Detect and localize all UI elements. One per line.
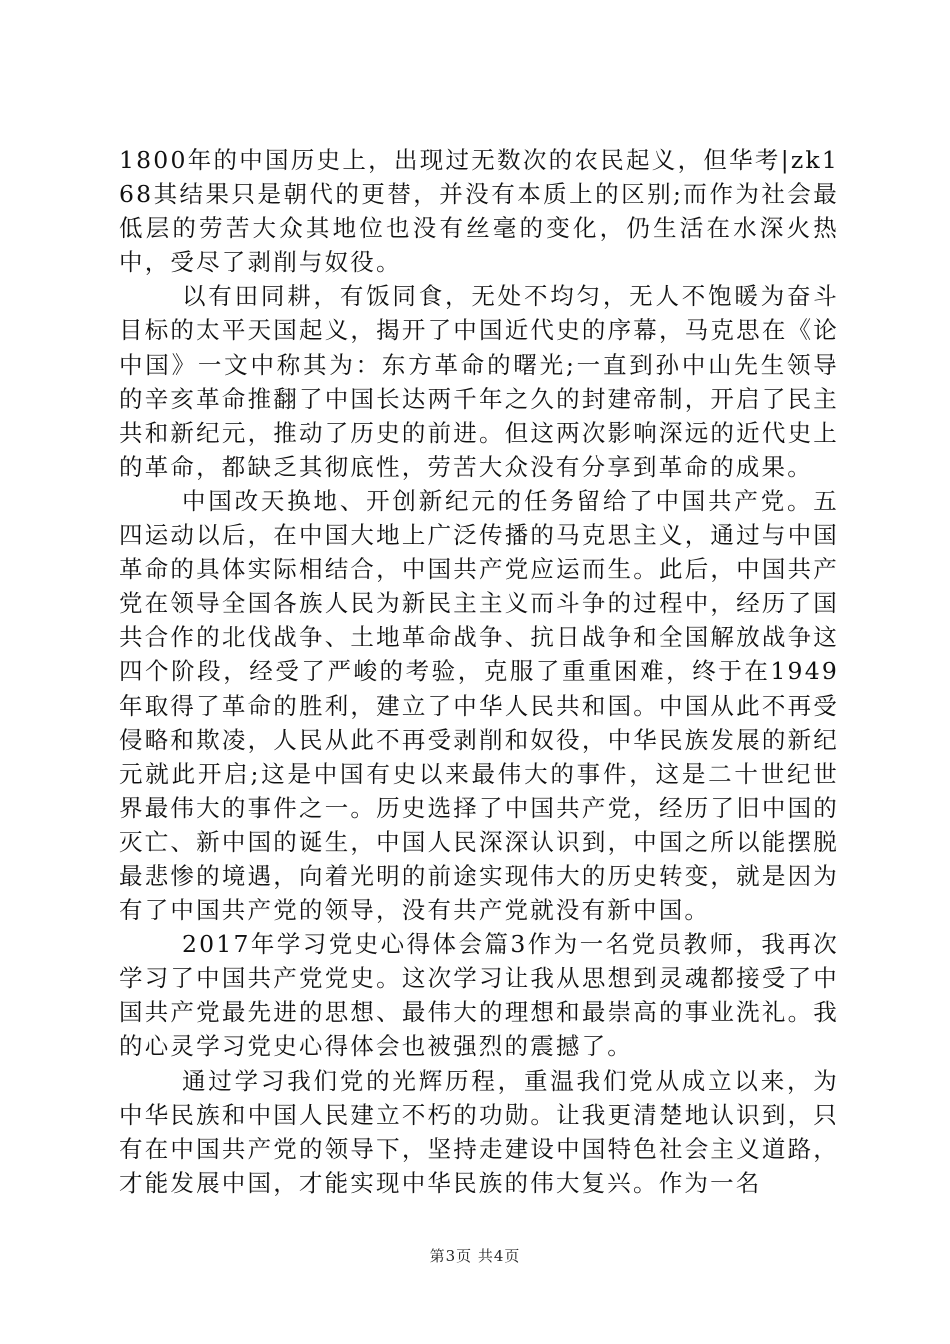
paragraph-3: 中国改天换地、开创新纪元的任务留给了中国共产党。五四运动以后，在中国大地上广泛传播的马克思主义，通过与中国革命的具体实际相结合，中国共产党应运而生。此后，中国共产党在领导全国各族人民为新民主主义而斗争的过程中，经历了国共合作的北伐战争、土地革命战争、抗日战争和全国解放战争这四个阶段，经受了严峻的考验，克服了重重困难，终于在1949年取得了革命的胜利，建立了中华人民共和国。中国从此不再受侵略和欺凌，人民从此不再受剥削和奴役，中华民族发展的新纪元就此开启;这是中国有史以来最伟大的事件，这是二十世纪世界最伟大的事件之一。历史选择了中国共产党，经历了旧中国的灭亡、新中国的诞生，中国人民深深认识到，中国之所以能摆脱最悲惨的境遇，向着光明的前途实现伟大的历史转变，就是因为有了中国共产党的领导，没有共产党就没有新中国。 [119, 486, 839, 925]
paragraph-2: 以有田同耕，有饭同食，无处不均匀，无人不饱暖为奋斗目标的太平天国起义，揭开了中国近代史的序幕，马克思在《论中国》一文中称其为：东方革命的曙光;一直到孙中山先生领导的辛亥革命推翻了中国长达两千年之久的封建帝制，开启了民主共和新纪元，推动了历史的前进。但这两次影响深远的近代史上的革命，都缺乏其彻底性，劳苦大众没有分享到革命的成果。 [119, 282, 839, 481]
paragraph-4: 2017年学习党史心得体会篇3作为一名党员教师，我再次学习了中国共产党党史。这次学习让我从思想到灵魂都接受了中国共产党最先进的思想、最伟大的理想和最崇高的事业洗礼。我的心灵学习党史心得体会也被强烈的震撼了。 [119, 930, 839, 1061]
paragraph-5: 通过学习我们党的光辉历程，重温我们党从成立以来，为中华民族和中国人民建立不朽的功勋。让我更清楚地认识到，只有在中国共产党的领导下，坚持走建设中国特色社会主义道路，才能发展中国，才能实现中华民族的伟大复兴。作为一名 [119, 1066, 839, 1197]
document-body [119, 143, 839, 1200]
paragraph-1: 1800年的中国历史上，出现过无数次的农民起义，但华考|zk168其结果只是朝代的更替，并没有本质上的区别;而作为社会最低层的劳苦大众其地位也没有丝毫的变化，仍生活在水深火热中，受尽了剥削与奴役。 [119, 146, 839, 277]
page-number-footer: 第3页 共4页 [429, 1247, 521, 1265]
